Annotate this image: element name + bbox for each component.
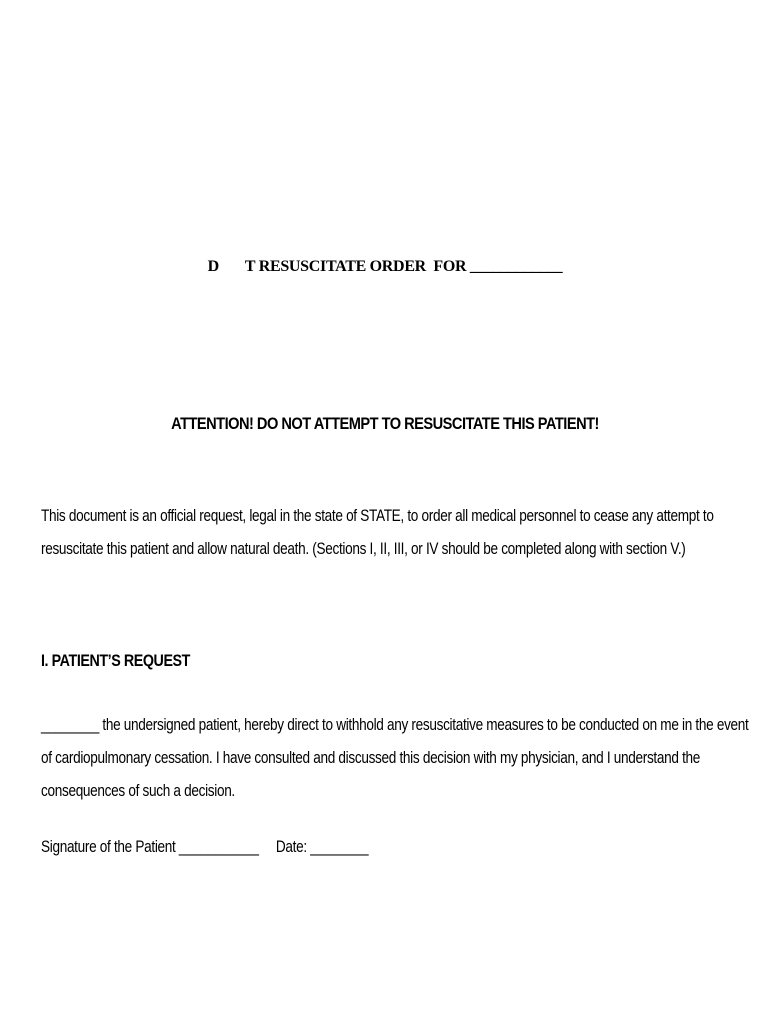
document-title <box>0 258 770 276</box>
title-rest: T RESUSCITATE ORDER FOR ____________ <box>244 258 563 275</box>
title-start: D <box>207 258 219 275</box>
patient-signature-field: Signature of the Patient ___________ <box>41 837 259 856</box>
request-line: consequences of such a decision. <box>41 781 235 800</box>
intro-paragraph <box>41 499 714 565</box>
patient-request-paragraph <box>41 708 749 807</box>
intro-line: resuscitate this patient and allow natural death. (Sections I, II, III, or IV should be completed along with section V.) <box>41 539 686 558</box>
attention-heading: ATTENTION! DO NOT ATTEMPT TO RESUSCITATE THIS PATIENT! <box>171 414 599 433</box>
request-line: ________ the undersigned patient, hereby direct to withhold any resuscitative measures to be conducted on me in the event <box>41 715 749 734</box>
signature-row <box>41 837 368 857</box>
intro-line: This document is an official request, legal in the state of STATE, to order all medical personnel to cease any attempt to <box>41 506 714 525</box>
section-heading-patient-request: I. PATIENT’S REQUEST <box>41 651 190 670</box>
request-line: of cardiopulmonary cessation. I have consulted and discussed this decision with my physician, and I understand the <box>41 748 701 767</box>
date-field: Date: ________ <box>275 837 369 856</box>
